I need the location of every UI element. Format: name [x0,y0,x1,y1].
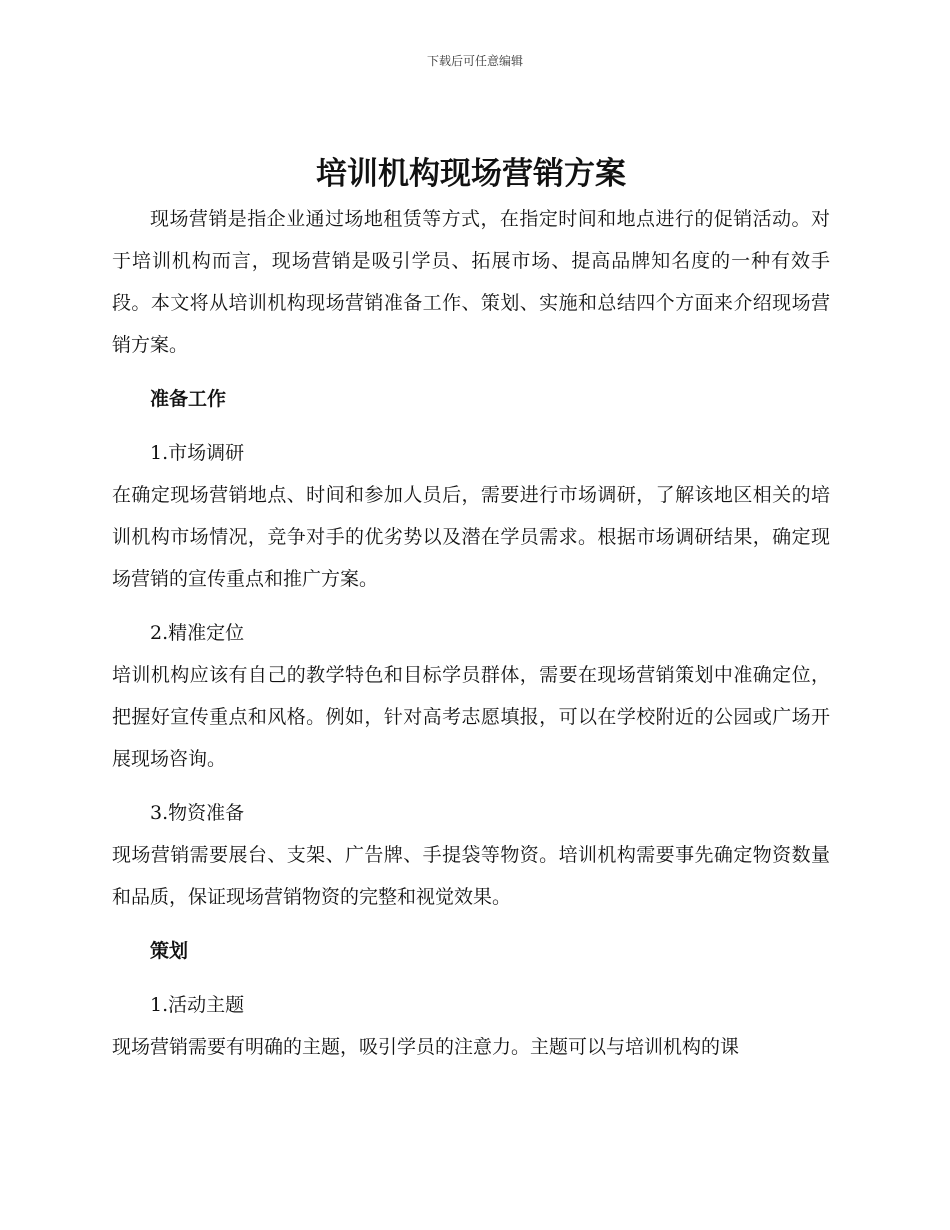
subheading-market-research: 1.市场调研 [150,442,245,464]
document-content [112,150,830,1068]
paragraph-activity-theme: 现场营销需要有明确的主题，吸引学员的注意力。主题可以与培训机构的课 [112,1036,740,1058]
document-title: 培训机构现场营销方案 [316,156,626,192]
intro-paragraph: 现场营销是指企业通过场地租赁等方式，在指定时间和地点进行的促销活动。对于培训机构而言，现场营销是吸引学员、拓展市场、提高品牌知名度的一种有效手段。本文将从培训机构现场营销准备工作、策划、实施和总结四个方面来介绍现场营销方案。 [112,208,830,356]
section-heading-preparation: 准备工作 [150,388,227,410]
subheading-materials: 3.物资准备 [150,802,245,824]
paragraph-market-research: 在确定现场营销地点、时间和参加人员后，需要进行市场调研，了解该地区相关的培训机构市场情况，竞争对手的优劣势以及潜在学员需求。根据市场调研结果，确定现场营销的宣传重点和推广方案。 [112,484,830,590]
header-note: 下载后可任意编辑 [426,54,523,68]
paragraph-materials: 现场营销需要展台、支架、广告牌、手提袋等物资。培训机构需要事先确定物资数量和品质，保证现场营销物资的完整和视觉效果。 [112,844,830,908]
paragraph-positioning: 培训机构应该有自己的教学特色和目标学员群体，需要在现场营销策划中准确定位，把握好宣传重点和风格。例如，针对高考志愿填报，可以在学校附近的公园或广场开展现场咨询。 [112,664,830,770]
subheading-positioning: 2.精准定位 [150,622,245,644]
section-heading-planning: 策划 [150,940,189,962]
subheading-activity-theme: 1.活动主题 [150,994,245,1016]
